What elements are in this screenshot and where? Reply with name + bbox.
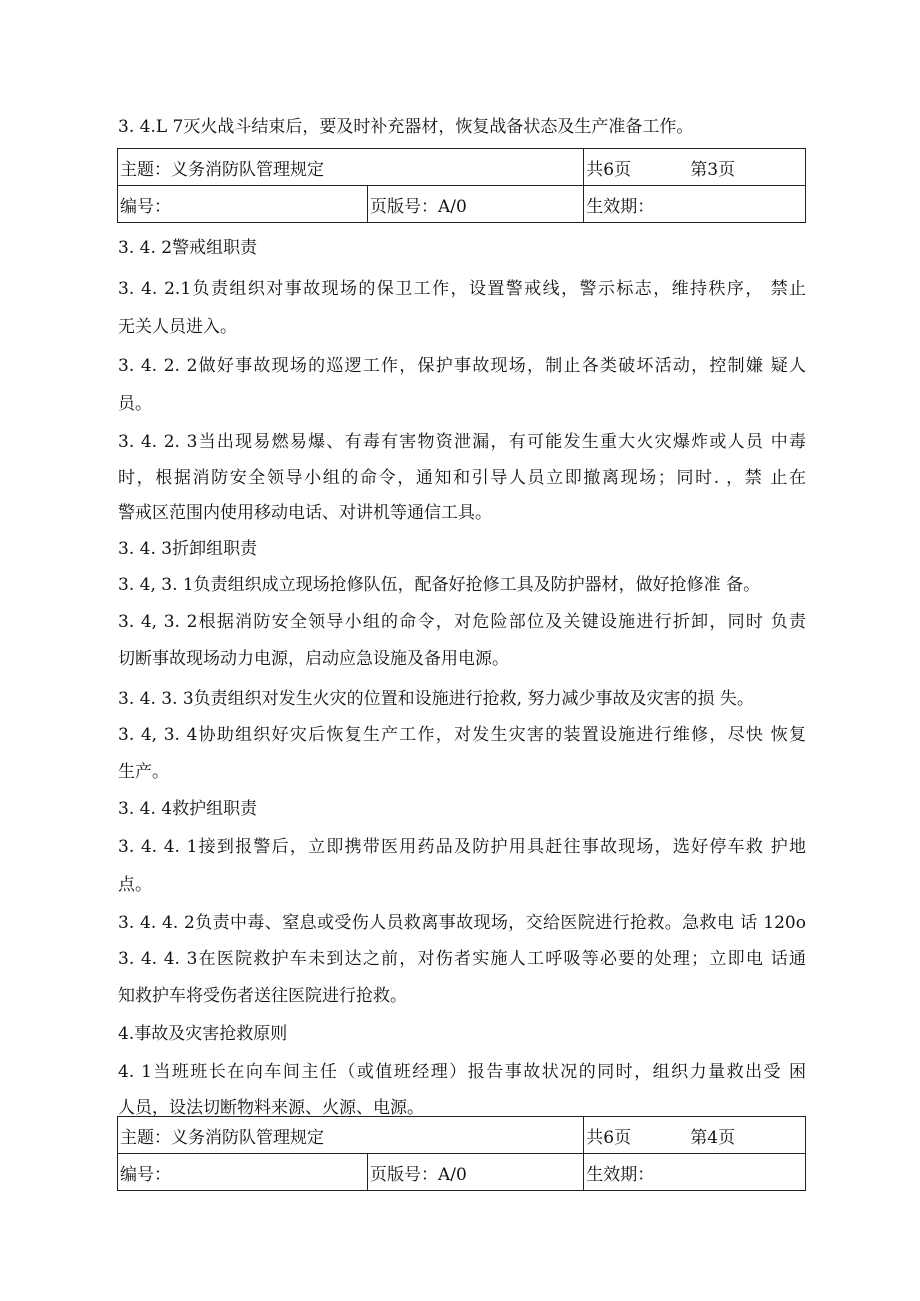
text-line: 切断事故现场动力电源，启动应急设施及备用电源。 [118, 649, 509, 669]
header-table-page-3 [117, 148, 806, 223]
version-cell: 页版号：A/0 [368, 1154, 584, 1191]
number-cell: 编号： [118, 186, 368, 223]
section-heading: 3. 4. 2警戒组职责 [118, 238, 258, 258]
section-heading: 3. 4. 4救护组职责 [118, 799, 258, 819]
text-line: 3. 4, 3. 4协助组织好灾后恢复生产工作，对发生灾害的装置设施进行维修，尽快 恢复 [118, 725, 806, 745]
page-number: 第4页 [690, 1127, 736, 1148]
header-row [118, 1154, 806, 1191]
text-line: 时，根据消防安全领导小组的命令，通知和引导人员立即撤离现场；同时. ，禁 止在 [118, 468, 806, 488]
text-line: 3. 4. 3. 3负责组织对发生火灾的位置和设施进行抢救, 努力减少事故及灾害的损 失。 [118, 689, 754, 709]
text-line: 点。 [118, 875, 152, 895]
text-line: 3. 4.L 7灭火战斗结束后，要及时补充器材，恢复战备状态及生产准备工作。 [118, 117, 694, 137]
header-row [118, 1117, 806, 1154]
text-line: 3. 4, 3. 2根据消防安全领导小组的命令，对危险部位及关键设施进行折卸，同时 负责 [118, 612, 806, 632]
text-line: 人员，设法切断物料来源、火源、电源。 [118, 1098, 424, 1118]
text-line: 无关人员进入。 [118, 317, 237, 337]
total-pages: 共6页 [586, 159, 632, 180]
section-heading: 3. 4. 3折卸组职责 [118, 539, 258, 559]
effective-date-cell: 生效期： [584, 1154, 806, 1191]
text-line: 员。 [118, 394, 152, 414]
text-line: 4. 1当班班长在向车间主任（或值班经理）报告事故状况的同时，组织力量救出受 困 [118, 1062, 806, 1082]
subject-cell: 主题：义务消防队管理规定 [118, 1117, 584, 1154]
text-line: 3. 4. 2.1负责组织对事故现场的保卫工作，设置警戒线，警示标志，维持秩序， 禁止 [118, 279, 806, 299]
text-line: 3. 4. 2. 3当出现易燃易爆、有毒有害物资泄漏，有可能发生重大火灾爆炸或人员 中毒 [118, 432, 806, 452]
text-line: 3. 4. 2. 2做好事故现场的巡逻工作，保护事故现场，制止各类破坏活动，控制嫌 疑人 [118, 356, 806, 376]
header-row [118, 186, 806, 223]
text-line: 警戒区范围内使用移动电话、对讲机等通信工具。 [118, 503, 492, 523]
text-line: 3. 4, 3. 1负责组织成立现场抢修队伍，配备好抢修工具及防护器材，做好抢修准 备。 [118, 575, 761, 595]
text-line: 生产。 [118, 762, 169, 782]
text-line: 3. 4. 4. 3在医院救护车未到达之前，对伤者实施人工呼吸等必要的处理；立即电 话通 [118, 949, 806, 969]
effective-date-cell: 生效期： [584, 186, 806, 223]
section-heading: 4.事故及灾害抢救原则 [118, 1024, 288, 1044]
total-pages: 共6页 [586, 1127, 632, 1148]
version-cell: 页版号：A/0 [368, 186, 584, 223]
number-cell: 编号： [118, 1154, 368, 1191]
subject-cell: 主题：义务消防队管理规定 [118, 149, 584, 186]
header-table-page-4 [117, 1116, 806, 1191]
text-line: 知救护车将受伤者送往医院进行抢救。 [118, 986, 407, 1006]
page-count-cell [584, 1117, 806, 1154]
text-line: 3. 4. 4. 1接到报警后，立即携带医用药品及防护用具赶往事故现场，选好停车救 护地 [118, 837, 806, 857]
header-row [118, 149, 806, 186]
page-count-cell [584, 149, 806, 186]
page-number: 第3页 [690, 159, 736, 180]
text-line: 3. 4. 4. 2负责中毒、窒息或受伤人员救离事故现场，交给医院进行抢救。急救电 话 120o [118, 913, 806, 933]
